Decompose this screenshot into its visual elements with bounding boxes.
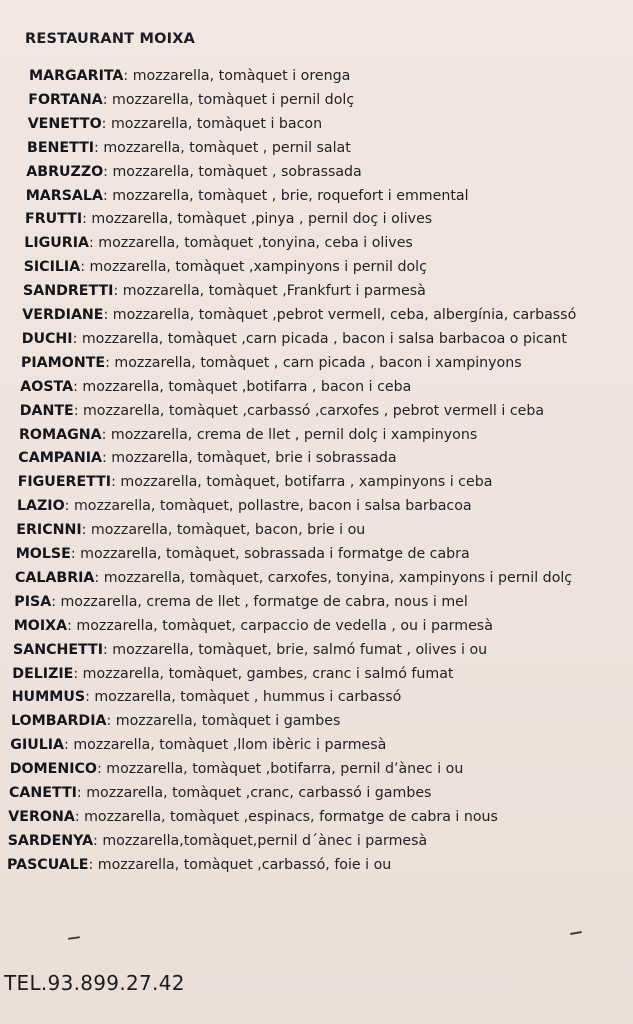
pizza-item <box>12 665 453 683</box>
pizza-ingredients: : mozzarella, tomàquet, botifarra , xampinyons i ceba <box>111 474 493 491</box>
pizza-item <box>16 545 470 563</box>
pizza-ingredients: : mozzarella, tomàquet, sobrassada i formatge de cabra <box>70 546 470 562</box>
pizza-ingredients: : mozzarella, tomàquet i bacon <box>101 115 323 132</box>
pizza-item <box>10 736 386 754</box>
pizza-ingredients: : mozzarella, tomàquet ,carbassó ,carxofes , pebrot vermell i ceba <box>73 402 545 419</box>
pizza-ingredients: : mozzarella, tomàquet ,Frankfurt i parmesà <box>113 283 426 300</box>
pizza-name: PISA <box>14 593 52 610</box>
pizza-item <box>26 163 361 181</box>
pizza-ingredients: : mozzarella,tomàquet,pernil d´ànec i parmesà <box>93 832 428 849</box>
pizza-item <box>17 497 472 515</box>
pizza-name: AOSTA <box>20 378 74 395</box>
pizza-item <box>28 91 354 109</box>
pizza-name: LIGURIA <box>24 235 89 252</box>
page-title: RESTAURANT MOIXA <box>25 31 196 47</box>
pizza-name: CANETTI <box>9 785 77 801</box>
pizza-name: FIGUERETTI <box>17 474 112 491</box>
pizza-item <box>20 378 411 396</box>
pizza-name: BENETTI <box>27 139 95 156</box>
pizza-name: DELIZIE <box>12 665 74 682</box>
pizza-item <box>24 258 427 276</box>
pizza-item <box>7 856 391 874</box>
pizza-name: ROMAGNA <box>19 426 102 443</box>
pizza-ingredients: : mozzarella, tomàquet ,xampinyons i pernil dolç <box>80 259 427 276</box>
pizza-item <box>18 449 396 467</box>
pizza-ingredients: : mozzarella, tomàquet ,botifarra , bacon i ceba <box>73 378 412 395</box>
pizza-name: VERDIANE <box>22 307 104 323</box>
pizza-ingredients: : mozzarella, tomàquet ,carbassó, foie i ou <box>88 856 392 873</box>
pizza-ingredients: : mozzarella, tomàquet , hummus i carbassó <box>85 689 402 706</box>
pizza-item <box>16 521 365 539</box>
pizza-item <box>13 641 487 659</box>
pizza-name: SARDENYA <box>7 832 94 849</box>
pizza-name: LAZIO <box>17 498 65 515</box>
pizza-item <box>23 282 426 300</box>
pizza-item <box>27 139 351 157</box>
pizza-ingredients: : mozzarella, tomàquet, carpaccio de vedella , ou i parmesà <box>67 617 493 634</box>
pizza-name: MARSALA <box>25 187 103 204</box>
pen-mark-left <box>68 936 80 940</box>
pizza-ingredients: : mozzarella, tomàquet , pernil salat <box>94 139 351 156</box>
pizza-ingredients: : mozzarella, tomàquet ,tonyina, ceba i olives <box>88 235 413 252</box>
pizza-ingredients: : mozzarella, tomàquet ,botifarra, pernil d’ànec i ou <box>96 761 464 778</box>
pizza-item <box>28 115 322 133</box>
pizza-ingredients: : mozzarella, tomàquet i pernil dolç <box>102 91 355 108</box>
pizza-name: FORTANA <box>28 91 103 108</box>
pizza-name: MARGARITA <box>29 68 124 84</box>
pizza-name: LOMBARDIA <box>11 713 107 730</box>
pizza-item <box>20 402 544 420</box>
pizza-ingredients: : mozzarella, tomàquet ,llom ibèric i parmesà <box>64 737 387 754</box>
pizza-item <box>24 234 413 252</box>
pizza-ingredients: : mozzarella, crema de llet , pernil dolç i xampinyons <box>101 426 478 443</box>
pizza-item <box>22 330 567 348</box>
pizza-name: DOMENICO <box>9 761 97 778</box>
pizza-item <box>25 210 432 228</box>
pizza-item <box>15 569 572 587</box>
pizza-ingredients: : mozzarella, tomàquet ,carn picada , bacon i salsa barbacoa o picant <box>72 330 567 347</box>
pizza-ingredients: : mozzarella, tomàquet ,cranc, carbassó i gambes <box>76 785 432 801</box>
pen-mark-right <box>570 931 582 935</box>
pizza-ingredients: : mozzarella, tomàquet , sobrassada <box>103 163 362 180</box>
pizza-name: FRUTTI <box>25 211 83 228</box>
pizza-name: DANTE <box>19 402 74 419</box>
pizza-item <box>8 832 428 850</box>
pizza-item <box>18 473 493 491</box>
pizza-name: HUMMUS <box>11 689 86 706</box>
pizza-item <box>8 808 498 826</box>
pizza-name: CALABRIA <box>15 569 95 586</box>
pizza-ingredients: : mozzarella, tomàquet, gambes, cranc i salmó fumat <box>73 665 454 682</box>
pizza-name: VENETTO <box>27 115 102 132</box>
pizza-item <box>14 617 493 635</box>
pizza-item <box>21 354 522 372</box>
pizza-name: MOIXA <box>13 617 68 634</box>
pizza-item <box>29 67 350 85</box>
pizza-ingredients: : mozzarella, tomàquet i gambes <box>106 713 341 730</box>
pizza-name: ERICNNI <box>16 522 82 539</box>
pizza-item <box>9 784 431 802</box>
pizza-ingredients: : mozzarella, crema de llet , formatge de cabra, nous i mel <box>51 593 468 610</box>
pizza-ingredients: : mozzarella, tomàquet , carn picada , bacon i xampinyons <box>105 354 522 371</box>
pizza-ingredients: : mozzarella, tomàquet, carxofes, tonyina, xampinyons i pernil dolç <box>94 569 573 586</box>
pizza-item <box>22 306 576 324</box>
pizza-name: ABRUZZO <box>26 163 104 180</box>
pizza-name: PIAMONTE <box>21 354 106 371</box>
pizza-name: MOLSE <box>15 546 71 562</box>
pizza-name: SICILIA <box>23 259 81 276</box>
pizza-name: SANDRETTI <box>23 283 114 300</box>
pizza-item <box>14 593 468 611</box>
pizza-item <box>12 688 402 706</box>
pizza-ingredients: : mozzarella, tomàquet ,pinya , pernil doç i olives <box>82 211 433 228</box>
pizza-name: SANCHETTI <box>13 641 104 658</box>
pizza-ingredients: : mozzarella, tomàquet i orenga <box>123 68 351 84</box>
pizza-name: PASCUALE <box>7 856 89 873</box>
pizza-ingredients: : mozzarella, tomàquet, brie i sobrassada <box>102 450 397 467</box>
pizza-ingredients: : mozzarella, tomàquet ,espinacs, formatge de cabra i nous <box>74 808 498 825</box>
pizza-ingredients: : mozzarella, tomàquet, brie, salmó fumat , olives i ou <box>103 641 488 658</box>
pizza-name: VERONA <box>8 808 75 825</box>
pizza-ingredients: : mozzarella, tomàquet, pollastre, bacon i salsa barbacoa <box>64 498 472 515</box>
pizza-ingredients: : mozzarella, tomàquet , brie, roquefort i emmental <box>102 187 469 204</box>
pizza-item <box>11 712 340 730</box>
phone-number: TEL.93.899.27.42 <box>4 971 185 995</box>
pizza-item <box>19 426 477 444</box>
pizza-ingredients: : mozzarella, tomàquet ,pebrot vermell, ceba, albergínia, carbassó <box>103 307 577 323</box>
pizza-ingredients: : mozzarella, tomàquet, bacon, brie i ou <box>81 522 366 539</box>
pizza-name: GIULIA <box>10 737 65 754</box>
pizza-item <box>10 760 464 778</box>
pizza-name: DUCHI <box>21 330 73 347</box>
pizza-name: CAMPANIA <box>18 450 103 467</box>
pizza-item <box>26 187 469 205</box>
